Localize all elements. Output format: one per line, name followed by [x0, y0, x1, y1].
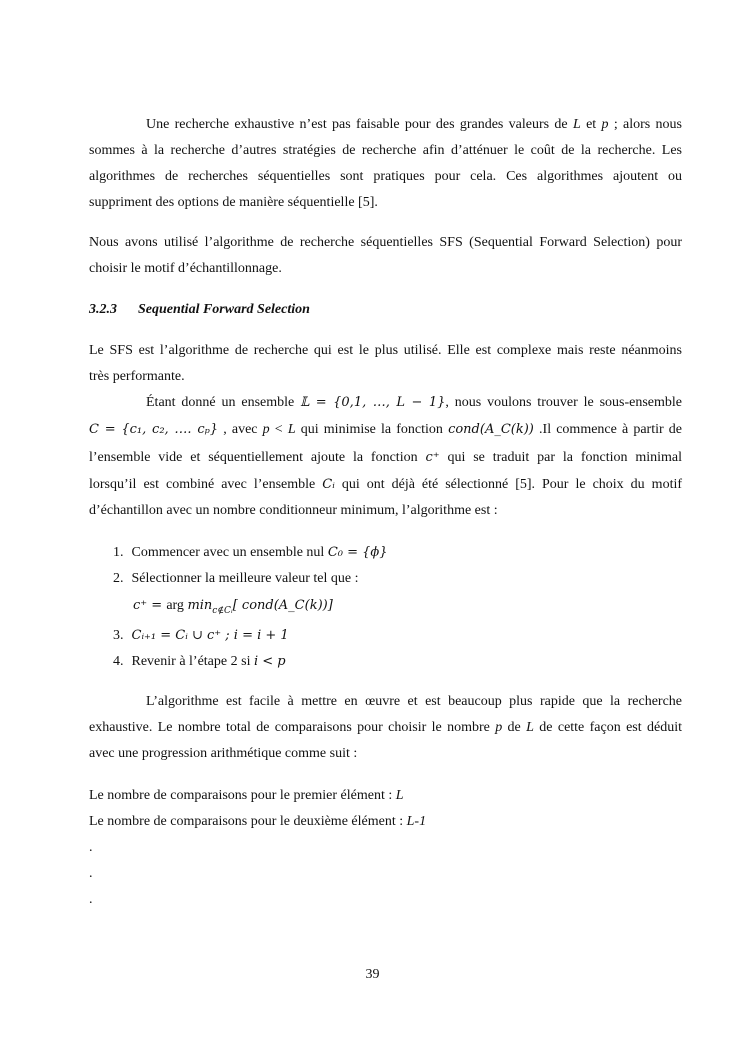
text: arg [166, 598, 188, 613]
paragraph-line: choisir le motif d’échantillonnage. [89, 261, 282, 276]
math-C0: C₀ = {ϕ} [327, 545, 388, 560]
text: Sélectionner la meilleure valeur tel que : [131, 571, 359, 586]
text: Le nombre de comparaisons pour le deuxième élément : [89, 814, 407, 829]
section-heading [89, 301, 310, 319]
section-title: Sequential Forward Selection [138, 302, 310, 317]
math-set-L: 𝕃 = {0,1, …, L − 1} [300, 395, 446, 410]
paragraph-line [146, 394, 682, 412]
text: exhaustive. Le nombre total de comparaisons pour choisir le nombre [89, 720, 496, 735]
math: [ cond(A_C(k))] [232, 598, 333, 613]
text: < [269, 422, 288, 437]
var-L: L [395, 788, 404, 803]
text: l’ensemble vide et séquentiellement ajoute la fonction [89, 450, 426, 465]
paragraph-line [89, 719, 682, 737]
ellipsis-dot: . [89, 840, 93, 855]
list-item [113, 627, 289, 645]
comparison-line [89, 813, 426, 831]
math-condition: i < p [253, 654, 286, 669]
text: Le nombre de comparaisons pour le premier élément : [89, 788, 396, 803]
var-L: L [526, 720, 534, 735]
paragraph-line: avec une progression arithmétique comme suit : [89, 746, 358, 761]
var-p: p [601, 117, 609, 132]
text: et [580, 117, 602, 132]
text: lorsqu’il est combiné avec l’ensemble [89, 477, 323, 492]
paragraph-line [146, 116, 682, 134]
text: qui minimise la fonction [295, 422, 449, 437]
var-p: p [262, 422, 270, 437]
ellipsis-dot: . [89, 892, 93, 907]
list-number: 4. [113, 654, 124, 669]
paragraph-line: sommes à la recherche d’autres stratégies de recherche afin d’atténuer le coût de la recherche. Les [89, 143, 682, 158]
paragraph-line [89, 476, 682, 494]
list-number: 1. [113, 545, 124, 560]
text: Revenir à l’étape 2 si [131, 654, 254, 669]
paragraph-line [89, 421, 682, 439]
formula-argmin [133, 597, 333, 620]
var-L: L [572, 117, 581, 132]
paragraph-line: très performante. [89, 369, 185, 384]
section-number: 3.2.3 [89, 302, 117, 317]
math-subscript: c∉Cᵢ [212, 605, 233, 616]
ellipsis-dot: . [89, 866, 93, 881]
paragraph-line: algorithmes de recherches séquentielles sont pratiques pour cela. Ces algorithmes ajoutent ou [89, 169, 682, 184]
var-L: L [287, 422, 296, 437]
comparison-line [89, 787, 404, 805]
text: de [502, 720, 527, 735]
list-item [113, 570, 359, 588]
text: .Il commence à partir de [533, 422, 683, 437]
text: ; alors nous [608, 117, 682, 132]
paragraph-line: suppriment des options de manière séquentielle [5]. [89, 195, 378, 210]
text: , avec [218, 422, 263, 437]
paragraph-line: Le SFS est l’algorithme de recherche qui est le plus utilisé. Elle est complexe mais reste néanmoins [89, 343, 682, 358]
text: de cette façon est déduit [533, 720, 682, 735]
list-item [113, 544, 388, 562]
text: qui se traduit par la fonction minimal [439, 450, 682, 465]
text: qui ont déjà été sélectionné [5]. Pour le choix du motif [334, 477, 683, 492]
var-p: p [495, 720, 503, 735]
paragraph-line: Nous avons utilisé l’algorithme de recherche séquentielles SFS (Sequential Forward Selection) pour [89, 235, 682, 250]
math-set-C: C = {c₁, c₂, …. cₚ} [89, 422, 219, 437]
list-number: 3. [113, 628, 124, 643]
list-number: 2. [113, 571, 124, 586]
paragraph-line [89, 449, 682, 467]
text: Commencer avec un ensemble nul [131, 545, 328, 560]
text: Une recherche exhaustive n’est pas faisable pour des grandes valeurs de [146, 117, 573, 132]
var-L-minus-1: L-1 [406, 814, 427, 829]
page-number: 39 [365, 967, 380, 982]
math-C-i: Cᵢ [322, 477, 335, 492]
text: Étant donné un ensemble [146, 395, 301, 410]
math-cond: cond(A_C(k)) [448, 422, 534, 437]
paragraph-line: L’algorithme est facile à mettre en œuvre et est beaucoup plus rapide que la recherche [146, 694, 682, 709]
paragraph-line: d’échantillon avec un nombre conditionneur minimum, l’algorithme est : [89, 503, 498, 518]
math-c-plus: c⁺ [425, 450, 440, 465]
text: , nous voulons trouver le sous-ensemble [445, 395, 683, 410]
math-update: Cᵢ₊₁ = Cᵢ ∪ c⁺ ; i = i + 1 [131, 628, 289, 643]
list-item [113, 653, 286, 671]
math: min [187, 598, 213, 613]
math: c⁺ = [133, 598, 167, 613]
